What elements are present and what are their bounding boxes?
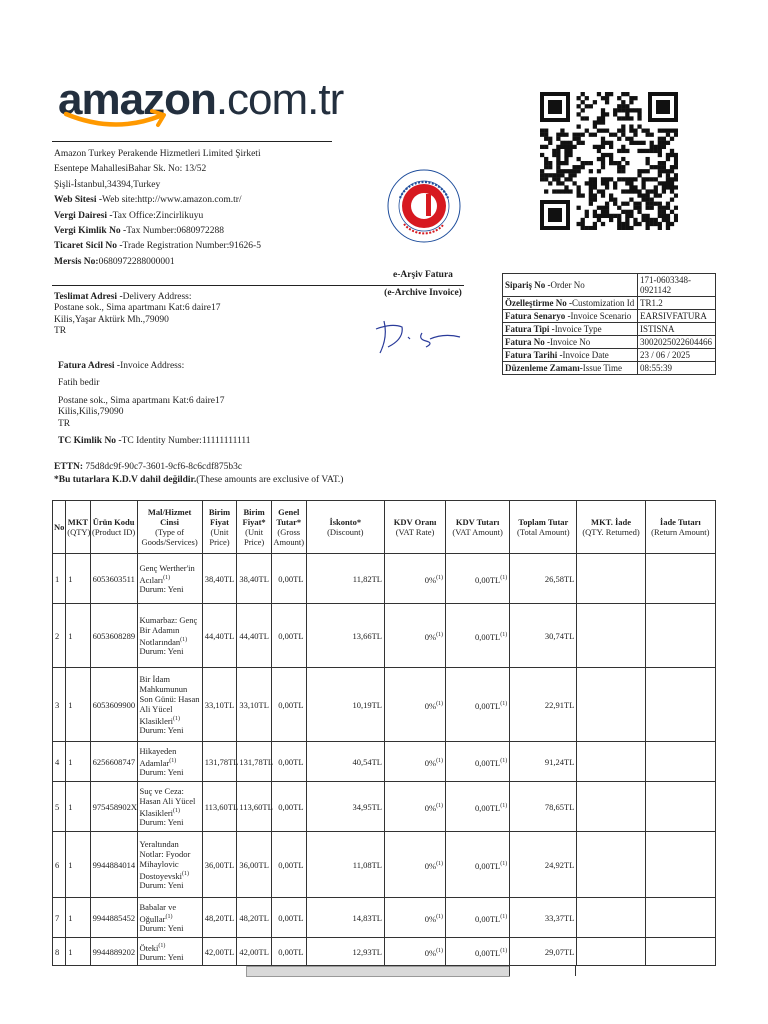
cell-vat-amount: 0,00TL$^{(1)}$ bbox=[446, 742, 510, 782]
mersis-value: 0680972288000001 bbox=[98, 256, 175, 267]
vat-note-tr: *Bu tutarlara K.D.V dahil değildir. bbox=[54, 475, 197, 485]
cell-unit-price: 33,10TL bbox=[202, 668, 237, 742]
cell-product-id: 975458902X bbox=[90, 782, 137, 832]
table-row bbox=[53, 938, 716, 966]
cell-goods: Genç Werther'in Acıları$^{(1)}$ Durum: Yeni bbox=[137, 554, 202, 604]
cell-discount: 11,82TL bbox=[306, 554, 384, 604]
cell-vat-amount: 0,00TL$^{(1)}$ bbox=[446, 832, 510, 898]
column-header: KDV Tutarı (VAT Amount) bbox=[446, 501, 510, 554]
qr-code-icon bbox=[540, 92, 678, 230]
delivery-label-en: Delivery Address: bbox=[122, 292, 192, 302]
logo-main: amazon bbox=[58, 75, 216, 124]
cell-return-amount bbox=[645, 782, 715, 832]
ettn-block bbox=[54, 462, 343, 488]
invoice-address-line-1: Postane sok., Sima apartmanı Kat:6 daire17 bbox=[58, 395, 225, 406]
cell-no: 6 bbox=[53, 832, 66, 898]
tax-number-value: Tax Number:0680972288 bbox=[126, 225, 224, 236]
cell-gross: 0,00TL bbox=[271, 938, 306, 966]
table-row bbox=[53, 668, 716, 742]
tax-number-label: Vergi Kimlik No - bbox=[54, 225, 127, 236]
order-info-row bbox=[503, 310, 716, 323]
cell-unit-price-2: 48,20TL bbox=[237, 898, 272, 938]
cell-gross: 0,00TL bbox=[271, 898, 306, 938]
column-header: Ürün Kodu (Product ID) bbox=[90, 501, 137, 554]
cell-qty-returned bbox=[577, 668, 645, 742]
cell-gross: 0,00TL bbox=[271, 554, 306, 604]
order-info-row bbox=[503, 336, 716, 349]
cell-no: 7 bbox=[53, 898, 66, 938]
cell-discount: 40,54TL bbox=[306, 742, 384, 782]
trade-value: Trade Registration Number:91626-5 bbox=[122, 241, 261, 252]
cell-unit-price-2: 38,40TL bbox=[237, 554, 272, 604]
cell-vat-amount: 0,00TL$^{(1)}$ bbox=[446, 554, 510, 604]
cell-qty-returned bbox=[577, 554, 645, 604]
cell-goods: Bir İdam Mahkumunun Son Günü: Hasan Ali Yücel Klasikleri$^{(1)}$ Durum: Yeni bbox=[137, 668, 202, 742]
table-border-fragment bbox=[509, 966, 510, 976]
cell-qty-returned bbox=[577, 832, 645, 898]
cell-unit-price: 38,40TL bbox=[202, 554, 237, 604]
cell-vat-rate: 0%$^{(1)}$ bbox=[384, 832, 445, 898]
order-info-table bbox=[502, 273, 716, 375]
order-info-value: 23 / 06 / 2025 bbox=[638, 349, 716, 362]
company-info bbox=[54, 149, 261, 272]
cell-return-amount bbox=[645, 938, 715, 966]
cell-return-amount bbox=[645, 898, 715, 938]
table-row bbox=[53, 782, 716, 832]
order-info-key: Sipariş No -Order No bbox=[503, 274, 638, 297]
column-header: No bbox=[53, 501, 66, 554]
cell-total: 78,65TL bbox=[510, 782, 577, 832]
delivery-address bbox=[54, 292, 220, 338]
invoice-address-line-2: Kilis,Kilis,79090 bbox=[58, 407, 124, 418]
column-header: Genel Tutar* (Gross Amount) bbox=[271, 501, 306, 554]
order-info-key: Fatura Tipi -Invoice Type bbox=[503, 323, 638, 336]
tax-office-label: Vergi Dairesi - bbox=[54, 210, 113, 221]
earsiv-title bbox=[378, 270, 468, 306]
cell-unit-price: 48,20TL bbox=[202, 898, 237, 938]
cell-total: 33,37TL bbox=[510, 898, 577, 938]
cell-vat-rate: 0%$^{(1)}$ bbox=[384, 782, 445, 832]
invoice-address-line-3: TR bbox=[58, 418, 71, 429]
order-info-value: TR1.2 bbox=[638, 297, 716, 310]
table-row bbox=[53, 554, 716, 604]
cell-unit-price: 113,60TL bbox=[202, 782, 237, 832]
invoice-items-table bbox=[52, 500, 716, 966]
cell-unit-price-2: 113,60TL bbox=[237, 782, 272, 832]
cell-vat-rate: 0%$^{(1)}$ bbox=[384, 604, 445, 668]
gib-seal-icon bbox=[386, 168, 462, 244]
cell-product-id: 9944889202 bbox=[90, 938, 137, 966]
order-info-key: Düzenleme Zamanı-Issue Time bbox=[503, 362, 638, 375]
delivery-line-1: Postane sok., Sima apartmanı Kat:6 daire17 bbox=[54, 303, 221, 314]
cell-discount: 13,66TL bbox=[306, 604, 384, 668]
cell-goods: Yeraltından Notlar: Fyodor Mihaylovic Dostoyevski$^{(1)}$ Durum: Yeni bbox=[137, 832, 202, 898]
cell-no: 4 bbox=[53, 742, 66, 782]
cell-vat-rate: 0%$^{(1)}$ bbox=[384, 554, 445, 604]
company-address-1: Esentepe MahallesiBahar Sk. No: 13/52 bbox=[54, 164, 207, 175]
delivery-label: Teslimat Adresi - bbox=[54, 292, 123, 302]
cell-gross: 0,00TL bbox=[271, 782, 306, 832]
invoice-address bbox=[58, 361, 251, 447]
cell-total: 26,58TL bbox=[510, 554, 577, 604]
cell-qty-returned bbox=[577, 782, 645, 832]
order-info-key: Fatura Tarihi -Invoice Date bbox=[503, 349, 638, 362]
company-address-2: Şişli-İstanbul,34394,Turkey bbox=[54, 179, 161, 190]
column-header: Birim Fiyat* (Unit Price) bbox=[237, 501, 272, 554]
order-info-row bbox=[503, 349, 716, 362]
column-header: MKT (QTY) bbox=[66, 501, 90, 554]
cell-discount: 34,95TL bbox=[306, 782, 384, 832]
cell-vat-amount: 0,00TL$^{(1)}$ bbox=[446, 668, 510, 742]
website-label: Web Sitesi - bbox=[54, 195, 103, 206]
table-border-fragment bbox=[575, 966, 576, 976]
column-header: Birim Fiyat (Unit Price) bbox=[202, 501, 237, 554]
cell-qty-returned bbox=[577, 742, 645, 782]
cell-no: 8 bbox=[53, 938, 66, 966]
earsiv-line-2: (e-Archive Invoice) bbox=[384, 288, 462, 298]
order-info-row bbox=[503, 297, 716, 310]
cell-discount: 12,93TL bbox=[306, 938, 384, 966]
column-header: MKT. İade (QTY. Returned) bbox=[577, 501, 645, 554]
cell-qty-returned bbox=[577, 898, 645, 938]
order-info-key: Fatura Senaryo -Invoice Scenario bbox=[503, 310, 638, 323]
order-info-value: EARSIVFATURA bbox=[638, 310, 716, 323]
cell-gross: 0,00TL bbox=[271, 668, 306, 742]
cell-product-id: 9944885452 bbox=[90, 898, 137, 938]
cell-total: 24,92TL bbox=[510, 832, 577, 898]
cell-unit-price-2: 36,00TL bbox=[237, 832, 272, 898]
signature-icon bbox=[374, 313, 464, 359]
cell-total: 22,91TL bbox=[510, 668, 577, 742]
tc-value: TC Identity Number:11111111111 bbox=[121, 435, 251, 446]
column-header: KDV Oranı (VAT Rate) bbox=[384, 501, 445, 554]
cell-vat-amount: 0,00TL$^{(1)}$ bbox=[446, 604, 510, 668]
cell-qty: 1 bbox=[66, 742, 90, 782]
tax-office-value: Tax Office:Zincirlikuyu bbox=[112, 210, 204, 221]
cell-unit-price: 36,00TL bbox=[202, 832, 237, 898]
order-info-value: 08:55:39 bbox=[638, 362, 716, 375]
table-row bbox=[53, 604, 716, 668]
invoice-address-label: Fatura Adresi - bbox=[58, 361, 121, 371]
cell-unit-price-2: 42,00TL bbox=[237, 938, 272, 966]
cell-vat-rate: 0%$^{(1)}$ bbox=[384, 898, 445, 938]
delivery-line-2: Kilis,Yaşar Aktürk Mh.,79090 bbox=[54, 314, 169, 325]
order-info-row bbox=[503, 323, 716, 336]
cell-vat-amount: 0,00TL$^{(1)}$ bbox=[446, 898, 510, 938]
table-row bbox=[53, 832, 716, 898]
cell-qty: 1 bbox=[66, 898, 90, 938]
order-info-key: Özelleştirme No -Customization Id bbox=[503, 297, 638, 310]
logo-domain: .com.tr bbox=[215, 75, 344, 124]
company-mersis bbox=[54, 257, 261, 272]
cell-discount: 10,19TL bbox=[306, 668, 384, 742]
cell-no: 5 bbox=[53, 782, 66, 832]
delivery-line-3: TR bbox=[54, 326, 67, 337]
order-info-value: ISTISNA bbox=[638, 323, 716, 336]
table-row bbox=[53, 898, 716, 938]
cell-gross: 0,00TL bbox=[271, 742, 306, 782]
cell-qty: 1 bbox=[66, 782, 90, 832]
address-divider bbox=[52, 285, 464, 286]
cell-qty-returned bbox=[577, 604, 645, 668]
order-info-key: Fatura No -Invoice No bbox=[503, 336, 638, 349]
cell-no: 1 bbox=[53, 554, 66, 604]
cell-product-id: 9944884014 bbox=[90, 832, 137, 898]
cell-goods: Kumarbaz: Genç Bir Adamın Notlarından$^{(1)}$ Durum: Yeni bbox=[137, 604, 202, 668]
company-name: Amazon Turkey Perakende Hizmetleri Limited Şirketi bbox=[54, 149, 261, 159]
column-header: İskonto* (Discount) bbox=[306, 501, 384, 554]
trade-label: Ticaret Sicil No - bbox=[54, 241, 123, 252]
cell-unit-price: 131,78TL bbox=[202, 742, 237, 782]
cell-qty: 1 bbox=[66, 832, 90, 898]
mersis-label: Mersis No: bbox=[54, 256, 99, 267]
company-tax-number bbox=[54, 226, 261, 241]
horizontal-scrollbar[interactable] bbox=[246, 966, 510, 977]
cell-goods: Babalar ve Oğullar$^{(1)}$ Durum: Yeni bbox=[137, 898, 202, 938]
order-info-value: 171-0603348-0921142 bbox=[638, 274, 716, 297]
cell-return-amount bbox=[645, 554, 715, 604]
cell-no: 3 bbox=[53, 668, 66, 742]
cell-qty: 1 bbox=[66, 554, 90, 604]
cell-vat-rate: 0%$^{(1)}$ bbox=[384, 668, 445, 742]
company-website bbox=[54, 195, 261, 210]
order-info-row bbox=[503, 274, 716, 297]
cell-unit-price-2: 33,10TL bbox=[237, 668, 272, 742]
order-info-value: 3002025022604466 bbox=[638, 336, 716, 349]
cell-gross: 0,00TL bbox=[271, 832, 306, 898]
cell-discount: 11,08TL bbox=[306, 832, 384, 898]
cell-vat-rate: 0%$^{(1)}$ bbox=[384, 938, 445, 966]
cell-goods: Öteki$^{(1)}$ Durum: Yeni bbox=[137, 938, 202, 966]
cell-goods: Hikayeden Adamlar$^{(1)}$ Durum: Yeni bbox=[137, 742, 202, 782]
cell-vat-amount: 0,00TL$^{(1)}$ bbox=[446, 938, 510, 966]
company-tax-office bbox=[54, 211, 261, 226]
cell-qty: 1 bbox=[66, 938, 90, 966]
cell-unit-price: 44,40TL bbox=[202, 604, 237, 668]
cell-product-id: 6256608747 bbox=[90, 742, 137, 782]
cell-return-amount bbox=[645, 832, 715, 898]
cell-product-id: 6053609900 bbox=[90, 668, 137, 742]
cell-product-id: 6053603511 bbox=[90, 554, 137, 604]
cell-discount: 14,83TL bbox=[306, 898, 384, 938]
column-header: Mal/Hizmet Cinsi (Type of Goods/Services) bbox=[137, 501, 202, 554]
column-header: İade Tutarı (Return Amount) bbox=[645, 501, 715, 554]
table-row bbox=[53, 742, 716, 782]
vat-note-en: (These amounts are exclusive of VAT.) bbox=[196, 475, 344, 485]
cell-total: 29,07TL bbox=[510, 938, 577, 966]
column-header: Toplam Tutar (Total Amount) bbox=[510, 501, 577, 554]
amazon-smile-icon bbox=[62, 108, 172, 130]
cell-total: 30,74TL bbox=[510, 604, 577, 668]
cell-unit-price: 42,00TL bbox=[202, 938, 237, 966]
customer-name: Fatih bedir bbox=[58, 378, 100, 389]
cell-qty-returned bbox=[577, 938, 645, 966]
earsiv-line-1: e-Arşiv Fatura bbox=[393, 270, 453, 280]
cell-vat-rate: 0%$^{(1)}$ bbox=[384, 742, 445, 782]
order-info-row bbox=[503, 362, 716, 375]
website-value: Web site:http://www.amazon.com.tr/ bbox=[102, 195, 242, 206]
ettn-value: 75d8dc9f-90c7-3601-9cf6-8c6cdf875b3c bbox=[85, 462, 243, 472]
invoice-address-label-en: Invoice Address: bbox=[120, 361, 185, 371]
cell-qty: 1 bbox=[66, 604, 90, 668]
cell-goods: Suç ve Ceza: Hasan Ali Yücel Klasikleri$^{(1)}$ Durum: Yeni bbox=[137, 782, 202, 832]
cell-return-amount bbox=[645, 668, 715, 742]
cell-qty: 1 bbox=[66, 668, 90, 742]
cell-gross: 0,00TL bbox=[271, 604, 306, 668]
cell-total: 91,24TL bbox=[510, 742, 577, 782]
tc-label: TC Kimlik No - bbox=[58, 435, 122, 446]
cell-vat-amount: 0,00TL$^{(1)}$ bbox=[446, 782, 510, 832]
cell-product-id: 6053608289 bbox=[90, 604, 137, 668]
cell-unit-price-2: 44,40TL bbox=[237, 604, 272, 668]
header-divider bbox=[52, 141, 332, 142]
cell-no: 2 bbox=[53, 604, 66, 668]
cell-unit-price-2: 131,78TL bbox=[237, 742, 272, 782]
ettn-label: ETTN: bbox=[54, 462, 84, 472]
cell-return-amount bbox=[645, 604, 715, 668]
table-header-row bbox=[53, 501, 716, 554]
cell-return-amount bbox=[645, 742, 715, 782]
company-trade-registration bbox=[54, 241, 261, 256]
amazon-logo bbox=[58, 75, 344, 124]
